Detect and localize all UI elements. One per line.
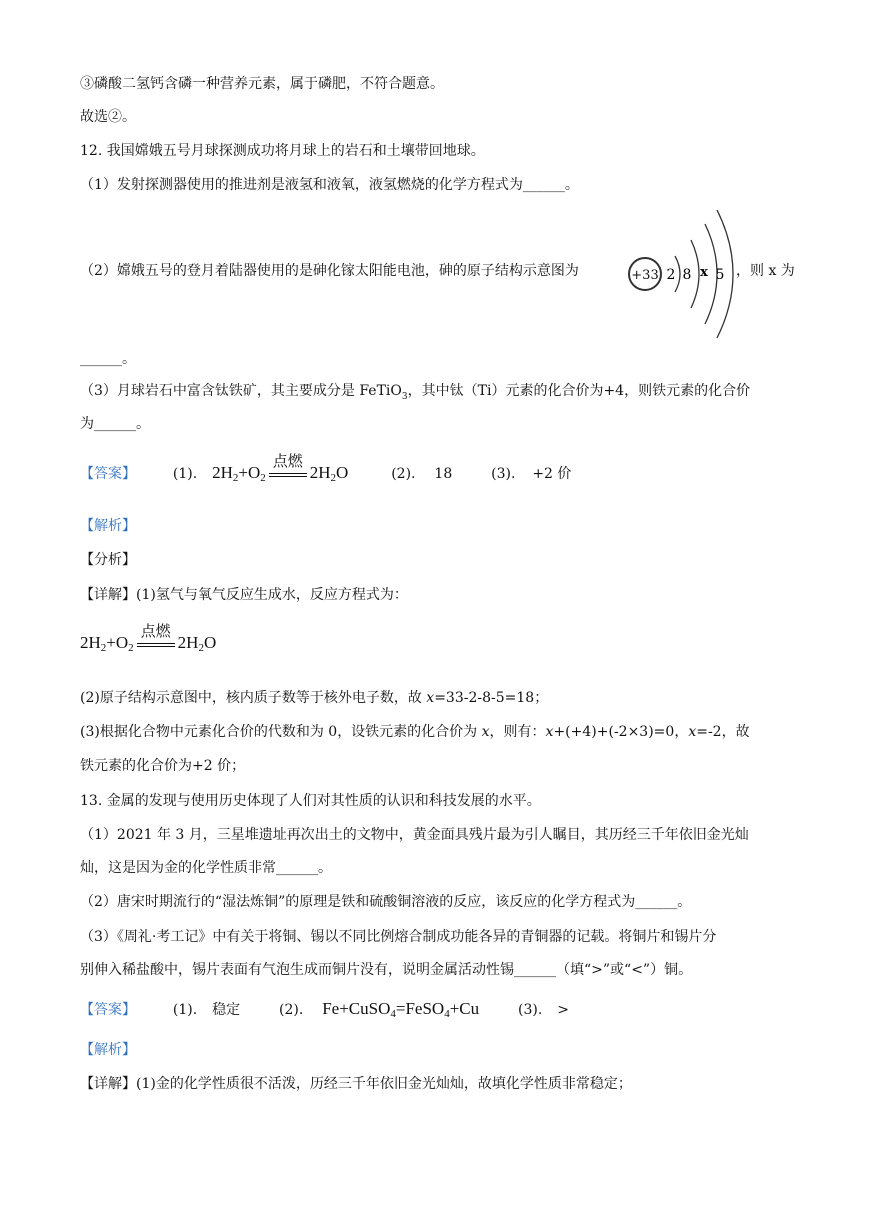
question-13-title: 13. 金属的发现与使用历史体现了人们对其性质的认识和科技发展的水平。 (80, 793, 541, 809)
nucleus-label: +33 (631, 268, 659, 283)
electron-shell-1 (675, 256, 680, 292)
answer-13-row (80, 999, 569, 1024)
text-line: 故选②。 (80, 109, 136, 125)
question-13-part-1-tail: 灿，这是因为金的化学性质非常______。 (80, 860, 332, 876)
question-12-part-3: （3）月球岩石中富含钛铁矿，其主要成分是 FeTiO$_3$，其中钛（Ti）元素的化合价为+4，则铁元素的化合价 (80, 383, 751, 402)
shell-1-count: 2 (666, 267, 676, 283)
answer-tag: 【答案】 (80, 466, 136, 482)
shell-2-count: 8 (682, 267, 692, 283)
answer-part-label: (2). (279, 1002, 304, 1018)
question-12-part-3-tail: 为______。 (80, 416, 150, 432)
analysis-tag: 【解析】 (80, 518, 136, 534)
water-equation: $2H_2+O_2$ 点燃 $2H_2O$ (212, 452, 349, 484)
answer-part-label: (2). (391, 466, 416, 482)
answer-value: > (557, 1002, 569, 1018)
question-12-part-2: （2）嫦娥五号的登月着陆器使用的是砷化镓太阳能电池，砷的原子结构示意图为 (80, 263, 579, 279)
electron-shell-2 (691, 240, 699, 308)
question-13-part-3-tail: 别伸入稀盐酸中，锡片表面有气泡生成而铜片没有，说明金属活动性锡______（填“>”或“<”）铜。 (80, 962, 693, 978)
answer-part-label: (3). (491, 466, 516, 482)
water-equation-detail: $2H_2+O_2$ 点燃 $2H_2O$ (80, 622, 217, 654)
detail-12-line-2: (2)原子结构示意图中，核内质子数等于核外电子数，故 x=33-2-8-5=18； (80, 690, 549, 706)
detail-13-line-1: 【详解】(1)金的化学性质很不活泼，历经三千年依旧金光灿灿，故填化学性质非常稳定； (80, 1076, 632, 1092)
answer-value: +2 价 (532, 466, 572, 482)
shell-4-count: 5 (715, 267, 725, 283)
question-13-part-1: （1）2021 年 3 月，三星堆遗址再次出土的文物中，黄金面具残片最为引人瞩目，其历经三千年依旧金光灿 (80, 827, 749, 843)
question-12-part-1: （1）发射探测器使用的推进剂是液氢和液氧，液氢燃烧的化学方程式为______。 (80, 177, 579, 193)
answer-part-label: (1). (172, 466, 198, 482)
question-12-part-2-blank: ______。 (80, 351, 136, 367)
detail-12-line-3: (3)根据化合物中元素化合价的代数和为 0，设铁元素的化合价为 x，则有：x+(+4)+(-2×3)=0，x=-2，故 (80, 724, 750, 740)
answer-part-label: (3). (518, 1002, 543, 1018)
arsenic-atom-diagram (627, 204, 747, 344)
answer-tag: 【答案】 (80, 1002, 136, 1018)
question-13-part-3: （3）《周礼·考工记》中有关于将铜、锡以不同比例熔合制成功能各异的青铜器的记载。将铜片和锡片分 (80, 929, 717, 945)
copper-equation: Fe+CuSO$_4$=FeSO$_4$+Cu (322, 999, 480, 1020)
question-12-part-2-tail: ，则 x 为 (736, 263, 795, 279)
answer-12-row (80, 452, 572, 488)
question-12-title: 12. 我国嫦娥五号月球探测成功将月球上的岩石和土壤带回地球。 (80, 143, 485, 159)
analysis-heading: 【分析】 (80, 552, 136, 568)
answer-value: 18 (434, 466, 453, 482)
detail-12-line-4: 铁元素的化合价为+2 价； (80, 758, 246, 774)
text-line: ③磷酸二氢钙含磷一种营养元素，属于磷肥，不符合题意。 (80, 76, 444, 92)
detail-12-line-1: 【详解】(1)氢气与氧气反应生成水，反应方程式为： (80, 587, 408, 603)
question-13-part-2: （2）唐宋时期流行的“湿法炼铜”的原理是铁和硫酸铜溶液的反应，该反应的化学方程式为______。 (80, 894, 692, 910)
shell-3-count: x (700, 265, 708, 280)
analysis-tag: 【解析】 (80, 1042, 136, 1058)
answer-value: 稳定 (212, 1002, 241, 1018)
answer-part-label: (1). (172, 1002, 198, 1018)
